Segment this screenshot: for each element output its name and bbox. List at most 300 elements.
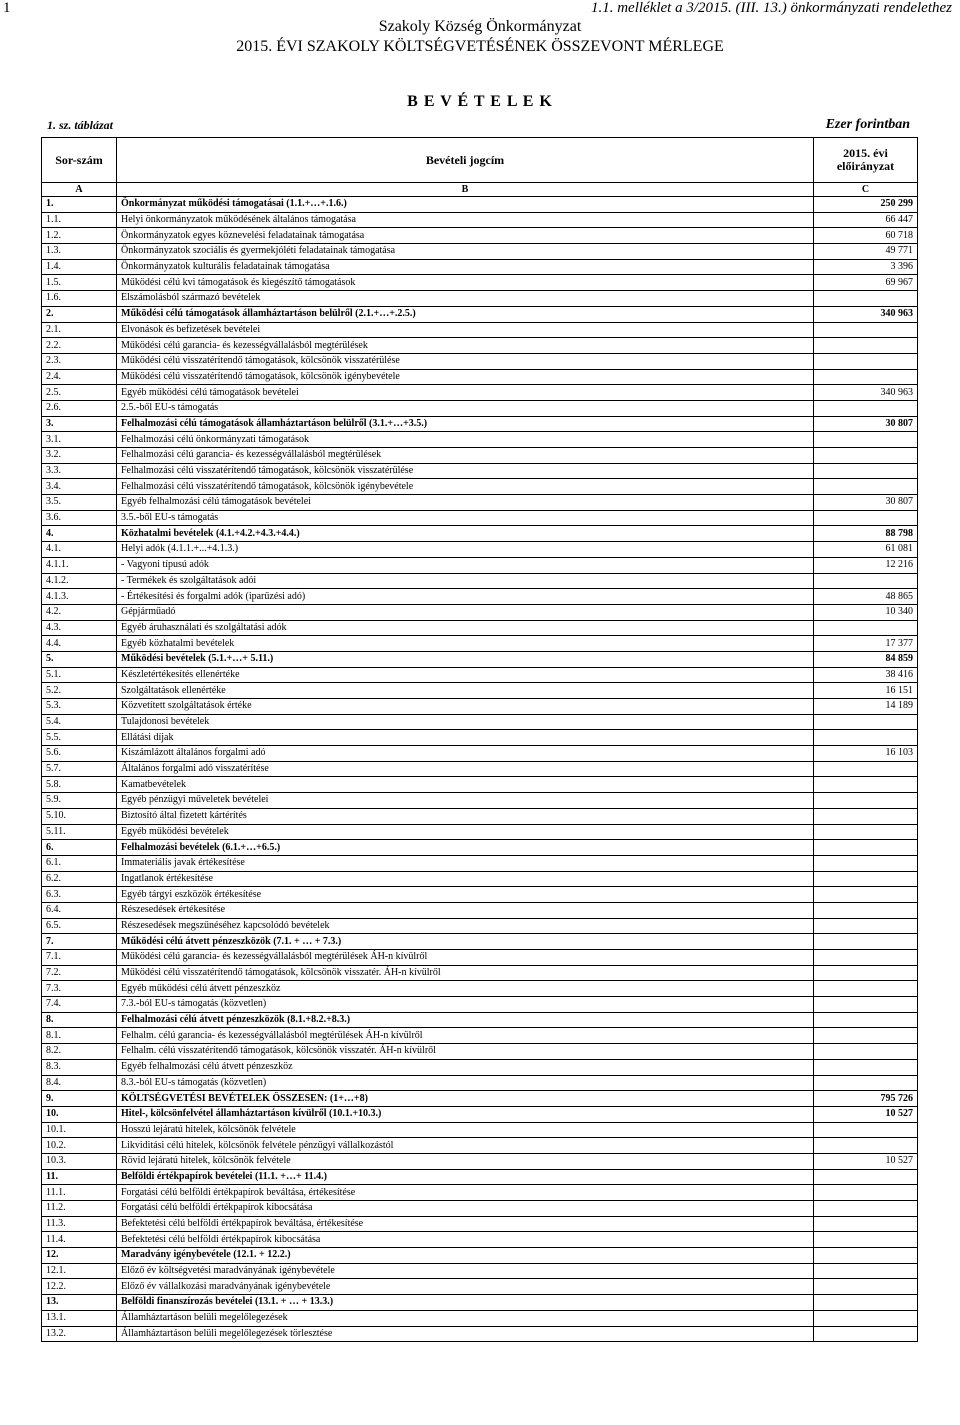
row-label: Előző év költségvetési maradványának igénybevétele: [117, 1263, 814, 1279]
row-number: 5.2.: [42, 683, 117, 699]
row-amount: 48 865: [814, 589, 918, 605]
table-row: [42, 369, 918, 385]
row-amount: 49 771: [814, 244, 918, 260]
row-label: Felhalmozási célú átvett pénzeszközök (8.1.+8.2.+8.3.): [117, 1012, 814, 1028]
row-amount: [814, 1138, 918, 1154]
row-label: Belföldi értékpapírok bevételei (11.1. +…+ 11.4.): [117, 1169, 814, 1185]
row-number: 10.: [42, 1106, 117, 1122]
row-label: Egyéb áruhasználati és szolgáltatási adók: [117, 620, 814, 636]
row-number: 3.4.: [42, 479, 117, 495]
table-row: [42, 228, 918, 244]
revenue-table: [41, 137, 918, 1342]
revenue-table-body: [42, 138, 918, 1342]
row-number: 2.1.: [42, 322, 117, 338]
row-label: Egyéb működési célú támogatások bevételei: [117, 385, 814, 401]
row-label: 2.5.-ből EU-s támogatás: [117, 400, 814, 416]
col-letter-b: B: [117, 183, 814, 197]
row-number: 1.5.: [42, 275, 117, 291]
table-row: [42, 1028, 918, 1044]
row-label: - Értékesítési és forgalmi adók (iparűzési adó): [117, 589, 814, 605]
row-amount: [814, 620, 918, 636]
table-row: [42, 981, 918, 997]
row-number: 3.2.: [42, 448, 117, 464]
row-label: Hitel-, kölcsönfelvétel államháztartáson kívülről (10.1.+10.3.): [117, 1106, 814, 1122]
row-number: 6.: [42, 840, 117, 856]
row-amount: [814, 1185, 918, 1201]
col-header-amount: 2015. évi előirányzat: [814, 138, 918, 183]
row-label: Biztosító által fizetett kártérítés: [117, 808, 814, 824]
table-row: [42, 793, 918, 809]
row-number: 4.: [42, 526, 117, 542]
row-number: 4.1.3.: [42, 589, 117, 605]
table-row: [42, 902, 918, 918]
section-title: B E V É T E L E K: [407, 93, 553, 110]
row-amount: 30 807: [814, 495, 918, 511]
row-label: Forgatási célú belföldi értékpapírok beváltása, értékesítése: [117, 1185, 814, 1201]
row-amount: [814, 1122, 918, 1138]
row-number: 5.10.: [42, 808, 117, 824]
row-label: Részesedések értékesítése: [117, 902, 814, 918]
row-number: 3.5.: [42, 495, 117, 511]
row-amount: 38 416: [814, 667, 918, 683]
row-amount: [814, 479, 918, 495]
row-number: 11.4.: [42, 1232, 117, 1248]
row-number: 8.4.: [42, 1075, 117, 1091]
row-number: 7.3.: [42, 981, 117, 997]
row-label: Részesedések megszűnéséhez kapcsolódó bevételek: [117, 918, 814, 934]
table-row: [42, 448, 918, 464]
row-amount: 340 963: [814, 385, 918, 401]
table-row: [42, 322, 918, 338]
row-label: Helyi önkormányzatok működésének általános támogatása: [117, 212, 814, 228]
table-row: [42, 1310, 918, 1326]
table-row: [42, 918, 918, 934]
row-number: 1.3.: [42, 244, 117, 260]
table-row: [42, 1216, 918, 1232]
row-label: Likviditási célú hitelek, kölcsönök felvétele pénzügyi vállalkozástól: [117, 1138, 814, 1154]
row-amount: [814, 353, 918, 369]
row-label: Szolgáltatások ellenértéke: [117, 683, 814, 699]
row-amount: [814, 777, 918, 793]
row-amount: [814, 1059, 918, 1075]
table-row: [42, 871, 918, 887]
table-row: [42, 1295, 918, 1311]
row-label: Hosszú lejáratú hitelek, kölcsönök felvétele: [117, 1122, 814, 1138]
col-letter-c: C: [814, 183, 918, 197]
row-number: 12.2.: [42, 1279, 117, 1295]
row-label: Belföldi finanszírozás bevételei (13.1. + … + 13.3.): [117, 1295, 814, 1311]
row-amount: [814, 1075, 918, 1091]
row-number: 13.1.: [42, 1310, 117, 1326]
row-number: 6.1.: [42, 855, 117, 871]
row-number: 8.1.: [42, 1028, 117, 1044]
row-number: 2.5.: [42, 385, 117, 401]
table-row: [42, 1279, 918, 1295]
unit-label: Ezer forintban: [825, 117, 910, 132]
table-row: [42, 997, 918, 1013]
row-number: 13.2.: [42, 1326, 117, 1342]
table-row: [42, 1106, 918, 1122]
row-number: 8.: [42, 1012, 117, 1028]
row-amount: 60 718: [814, 228, 918, 244]
row-label: Egyéb pénzügyi műveletek bevételei: [117, 793, 814, 809]
row-number: 11.: [42, 1169, 117, 1185]
table-row: [42, 840, 918, 856]
row-amount: [814, 510, 918, 526]
row-amount: 16 103: [814, 746, 918, 762]
header-row: [42, 138, 918, 183]
table-row: [42, 432, 918, 448]
table-row: [42, 651, 918, 667]
row-amount: [814, 855, 918, 871]
row-label: Önkormányzat működési támogatásai (1.1.+…+.1.6.): [117, 197, 814, 213]
row-number: 10.3.: [42, 1153, 117, 1169]
row-amount: 250 299: [814, 197, 918, 213]
row-label: Felhalmozási bevételek (6.1.+…+6.5.): [117, 840, 814, 856]
row-label: Egyéb tárgyi eszközök értékesítése: [117, 887, 814, 903]
row-number: 8.2.: [42, 1044, 117, 1060]
row-number: 12.: [42, 1248, 117, 1264]
row-label: Általános forgalmi adó visszatérítése: [117, 761, 814, 777]
row-amount: [814, 432, 918, 448]
col-header-title: Bevételi jogcím: [117, 138, 814, 183]
row-number: 5.9.: [42, 793, 117, 809]
row-amount: [814, 1201, 918, 1217]
row-label: Működési célú visszatérítendő támogatások, kölcsönök igénybevétele: [117, 369, 814, 385]
table-row: [42, 1059, 918, 1075]
row-number: 11.2.: [42, 1201, 117, 1217]
row-amount: 16 151: [814, 683, 918, 699]
table-row: [42, 730, 918, 746]
row-label: Működési bevételek (5.1.+…+ 5.11.): [117, 651, 814, 667]
row-number: 1.: [42, 197, 117, 213]
row-number: 1.2.: [42, 228, 117, 244]
row-number: 10.2.: [42, 1138, 117, 1154]
row-label: Befektetési célú belföldi értékpapírok kibocsátása: [117, 1232, 814, 1248]
row-label: Felhalmozási célú támogatások államháztartáson belülről (3.1.+…+3.5.): [117, 416, 814, 432]
row-label: 8.3.-ból EU-s támogatás (közvetlen): [117, 1075, 814, 1091]
row-number: 2.3.: [42, 353, 117, 369]
row-amount: 10 527: [814, 1153, 918, 1169]
row-amount: 10 527: [814, 1106, 918, 1122]
row-amount: 66 447: [814, 212, 918, 228]
row-number: 5.5.: [42, 730, 117, 746]
row-number: 9.: [42, 1091, 117, 1107]
table-row: [42, 636, 918, 652]
row-amount: 3 396: [814, 259, 918, 275]
row-amount: [814, 840, 918, 856]
table-row: [42, 1185, 918, 1201]
row-number: 4.1.2.: [42, 573, 117, 589]
row-label: Egyéb közhatalmi bevételek: [117, 636, 814, 652]
table-row: [42, 259, 918, 275]
row-number: 5.6.: [42, 746, 117, 762]
row-amount: [814, 1310, 918, 1326]
table-row: [42, 824, 918, 840]
table-row: [42, 950, 918, 966]
row-amount: [814, 824, 918, 840]
row-amount: [814, 1326, 918, 1342]
row-amount: [814, 981, 918, 997]
row-label: Egyéb felhalmozási célú átvett pénzeszköz: [117, 1059, 814, 1075]
row-label: Működési célú garancia- és kezességvállalásból megtérülések ÁH-n kívülről: [117, 950, 814, 966]
table-row: [42, 542, 918, 558]
row-amount: [814, 997, 918, 1013]
table-row: [42, 1044, 918, 1060]
table-row: [42, 557, 918, 573]
table-row: [42, 244, 918, 260]
table-row: [42, 385, 918, 401]
row-number: 7.4.: [42, 997, 117, 1013]
table-row: [42, 306, 918, 322]
row-label: Önkormányzatok kulturális feladatainak támogatása: [117, 259, 814, 275]
row-label: Működési célú átvett pénzeszközök (7.1. + … + 7.3.): [117, 934, 814, 950]
row-amount: [814, 1248, 918, 1264]
row-amount: [814, 934, 918, 950]
row-amount: [814, 1232, 918, 1248]
row-number: 3.: [42, 416, 117, 432]
row-amount: [814, 1044, 918, 1060]
table-row: [42, 416, 918, 432]
row-number: 5.8.: [42, 777, 117, 793]
row-number: 3.1.: [42, 432, 117, 448]
row-number: 5.11.: [42, 824, 117, 840]
row-number: 5.4.: [42, 714, 117, 730]
row-amount: 61 081: [814, 542, 918, 558]
row-number: 11.3.: [42, 1216, 117, 1232]
row-label: Felhalmozási célú garancia- és kezességvállalásból megtérülések: [117, 448, 814, 464]
row-label: Felhalmozási célú önkormányzati támogatások: [117, 432, 814, 448]
row-number: 7.: [42, 934, 117, 950]
row-amount: [814, 1012, 918, 1028]
row-amount: [814, 1216, 918, 1232]
table-row: [42, 1012, 918, 1028]
table-row: [42, 400, 918, 416]
row-label: Felhalmozási célú visszatérítendő támogatások, kölcsönök visszatérülése: [117, 463, 814, 479]
row-number: 5.: [42, 651, 117, 667]
row-number: 4.4.: [42, 636, 117, 652]
row-number: 4.2.: [42, 604, 117, 620]
row-label: Felhalm. célú garancia- és kezességvállalásból megtérülések ÁH-n kívülről: [117, 1028, 814, 1044]
row-number: 4.1.: [42, 542, 117, 558]
row-label: Közvetített szolgáltatások értéke: [117, 699, 814, 715]
row-label: 7.3.-ból EU-s támogatás (közvetlen): [117, 997, 814, 1013]
row-label: Önkormányzatok szociális és gyermekjóléti feladatainak támogatása: [117, 244, 814, 260]
row-label: Államháztartáson belüli megelőlegezések: [117, 1310, 814, 1326]
row-number: 1.1.: [42, 212, 117, 228]
row-number: 6.5.: [42, 918, 117, 934]
table-row: [42, 1232, 918, 1248]
row-amount: [814, 902, 918, 918]
table-row: [42, 1122, 918, 1138]
row-amount: [814, 1169, 918, 1185]
annex-reference: 1.1. melléklet a 3/2015. (III. 13.) önkormányzati rendelethez: [590, 0, 952, 16]
row-number: 5.7.: [42, 761, 117, 777]
table-row: [42, 714, 918, 730]
table-row: [42, 699, 918, 715]
row-number: 6.3.: [42, 887, 117, 903]
row-number: 7.2.: [42, 965, 117, 981]
row-number: 6.2.: [42, 871, 117, 887]
row-label: Felhalmozási célú visszatérítendő támogatások, kölcsönök igénybevétele: [117, 479, 814, 495]
table-row: [42, 1091, 918, 1107]
table-row: [42, 683, 918, 699]
table-row: [42, 887, 918, 903]
row-label: Tulajdonosi bevételek: [117, 714, 814, 730]
table-row: [42, 197, 918, 213]
table-row: [42, 855, 918, 871]
table-row: [42, 934, 918, 950]
row-amount: [814, 871, 918, 887]
row-amount: [814, 400, 918, 416]
row-label: - Vagyoni típusú adók: [117, 557, 814, 573]
row-amount: 10 340: [814, 604, 918, 620]
row-label: Ellátási díjak: [117, 730, 814, 746]
row-label: Befektetési célú belföldi értékpapírok beváltása, értékesítése: [117, 1216, 814, 1232]
table-row: [42, 338, 918, 354]
document-title: 2015. ÉVI SZAKOLY KÖLTSÉGVETÉSÉNEK ÖSSZEVONT MÉRLEGE: [236, 38, 724, 55]
row-label: KÖLTSÉGVETÉSI BEVÉTELEK ÖSSZESEN: (1+…+8): [117, 1091, 814, 1107]
row-amount: 88 798: [814, 526, 918, 542]
row-amount: 340 963: [814, 306, 918, 322]
row-amount: 17 377: [814, 636, 918, 652]
row-number: 1.4.: [42, 259, 117, 275]
row-number: 13.: [42, 1295, 117, 1311]
row-amount: [814, 1028, 918, 1044]
row-label: Kiszámlázott általános forgalmi adó: [117, 746, 814, 762]
table-row: [42, 761, 918, 777]
row-number: 4.3.: [42, 620, 117, 636]
table-row: [42, 510, 918, 526]
col-letter-a: A: [42, 183, 117, 197]
row-label: Működési célú visszatérítendő támogatások, kölcsönök visszatérülése: [117, 353, 814, 369]
row-amount: [814, 1263, 918, 1279]
row-label: Forgatási célú belföldi értékpapírok kibocsátása: [117, 1201, 814, 1217]
row-number: 11.1.: [42, 1185, 117, 1201]
table-row: [42, 589, 918, 605]
table-row: [42, 291, 918, 307]
row-label: Működési célú támogatások államháztartáson belülről (2.1.+…+.2.5.): [117, 306, 814, 322]
row-amount: 69 967: [814, 275, 918, 291]
row-label: Maradvány igénybevétele (12.1. + 12.2.): [117, 1248, 814, 1264]
row-label: Felhalm. célú visszatérítendő támogatások, kölcsönök visszatér. ÁH-n kívülről: [117, 1044, 814, 1060]
table-row: [42, 746, 918, 762]
row-label: Működési célú visszatérítendő támogatások, kölcsönök visszatér. ÁH-n kívülről: [117, 965, 814, 981]
table-row: [42, 1326, 918, 1342]
row-amount: [814, 1295, 918, 1311]
row-number: 2.4.: [42, 369, 117, 385]
table-row: [42, 275, 918, 291]
page-number: 1: [3, 0, 11, 16]
row-number: 2.: [42, 306, 117, 322]
row-label: Immateriális javak értékesítése: [117, 855, 814, 871]
row-amount: [814, 1279, 918, 1295]
table-row: [42, 1153, 918, 1169]
row-label: Államháztartáson belüli megelőlegezések törlesztése: [117, 1326, 814, 1342]
table-row: [42, 777, 918, 793]
row-label: Elszámolásból származó bevételek: [117, 291, 814, 307]
row-amount: 12 216: [814, 557, 918, 573]
row-amount: [814, 291, 918, 307]
row-number: 7.1.: [42, 950, 117, 966]
row-label: Kamatbevételek: [117, 777, 814, 793]
row-number: 2.6.: [42, 400, 117, 416]
row-label: Ingatlanok értékesítése: [117, 871, 814, 887]
table-row: [42, 620, 918, 636]
row-amount: [814, 730, 918, 746]
row-amount: 795 726: [814, 1091, 918, 1107]
row-number: 5.1.: [42, 667, 117, 683]
row-number: 8.3.: [42, 1059, 117, 1075]
row-number: 3.3.: [42, 463, 117, 479]
row-number: 6.4.: [42, 902, 117, 918]
row-number: 4.1.1.: [42, 557, 117, 573]
row-amount: [814, 573, 918, 589]
row-amount: [814, 965, 918, 981]
col-header-number: Sor-szám: [42, 138, 117, 183]
table-row: [42, 965, 918, 981]
row-label: Önkormányzatok egyes köznevelési feladatainak támogatása: [117, 228, 814, 244]
row-amount: [814, 448, 918, 464]
row-number: 10.1.: [42, 1122, 117, 1138]
table-row: [42, 212, 918, 228]
row-number: 2.2.: [42, 338, 117, 354]
table-row: [42, 808, 918, 824]
row-number: 1.6.: [42, 291, 117, 307]
row-amount: [814, 714, 918, 730]
table-row: [42, 526, 918, 542]
row-label: Előző év vállalkozási maradványának igénybevétele: [117, 1279, 814, 1295]
table-row: [42, 1248, 918, 1264]
row-label: Működési célú kvi támogatások és kiegészítő támogatások: [117, 275, 814, 291]
table-row: [42, 479, 918, 495]
row-amount: [814, 322, 918, 338]
table-number: 1. sz. táblázat: [47, 118, 114, 132]
row-amount: [814, 338, 918, 354]
table-row: [42, 1138, 918, 1154]
table-row: [42, 353, 918, 369]
row-amount: [814, 369, 918, 385]
row-label: Gépjárműadó: [117, 604, 814, 620]
table-row: [42, 1263, 918, 1279]
row-label: Egyéb felhalmozási célú támogatások bevételei: [117, 495, 814, 511]
row-number: 3.6.: [42, 510, 117, 526]
row-amount: [814, 808, 918, 824]
row-label: Egyéb működési célú átvett pénzeszköz: [117, 981, 814, 997]
row-number: 12.1.: [42, 1263, 117, 1279]
row-amount: [814, 761, 918, 777]
row-label: - Termékek és szolgáltatások adói: [117, 573, 814, 589]
row-amount: [814, 950, 918, 966]
table-row: [42, 667, 918, 683]
table-row: [42, 573, 918, 589]
row-label: Működési célú garancia- és kezességvállalásból megtérülések: [117, 338, 814, 354]
row-label: Közhatalmi bevételek (4.1.+4.2.+4.3.+4.4.): [117, 526, 814, 542]
row-amount: 84 859: [814, 651, 918, 667]
row-label: Helyi adók (4.1.1.+...+4.1.3.): [117, 542, 814, 558]
row-amount: 30 807: [814, 416, 918, 432]
row-amount: [814, 918, 918, 934]
row-amount: [814, 793, 918, 809]
row-number: 5.3.: [42, 699, 117, 715]
municipality-name: Szakoly Község Önkormányzat: [378, 18, 582, 35]
row-amount: 14 189: [814, 699, 918, 715]
row-label: 3.5.-ből EU-s támogatás: [117, 510, 814, 526]
row-amount: [814, 463, 918, 479]
row-label: Egyéb működési bevételek: [117, 824, 814, 840]
table-row: [42, 463, 918, 479]
row-label: Elvonások és befizetések bevételei: [117, 322, 814, 338]
